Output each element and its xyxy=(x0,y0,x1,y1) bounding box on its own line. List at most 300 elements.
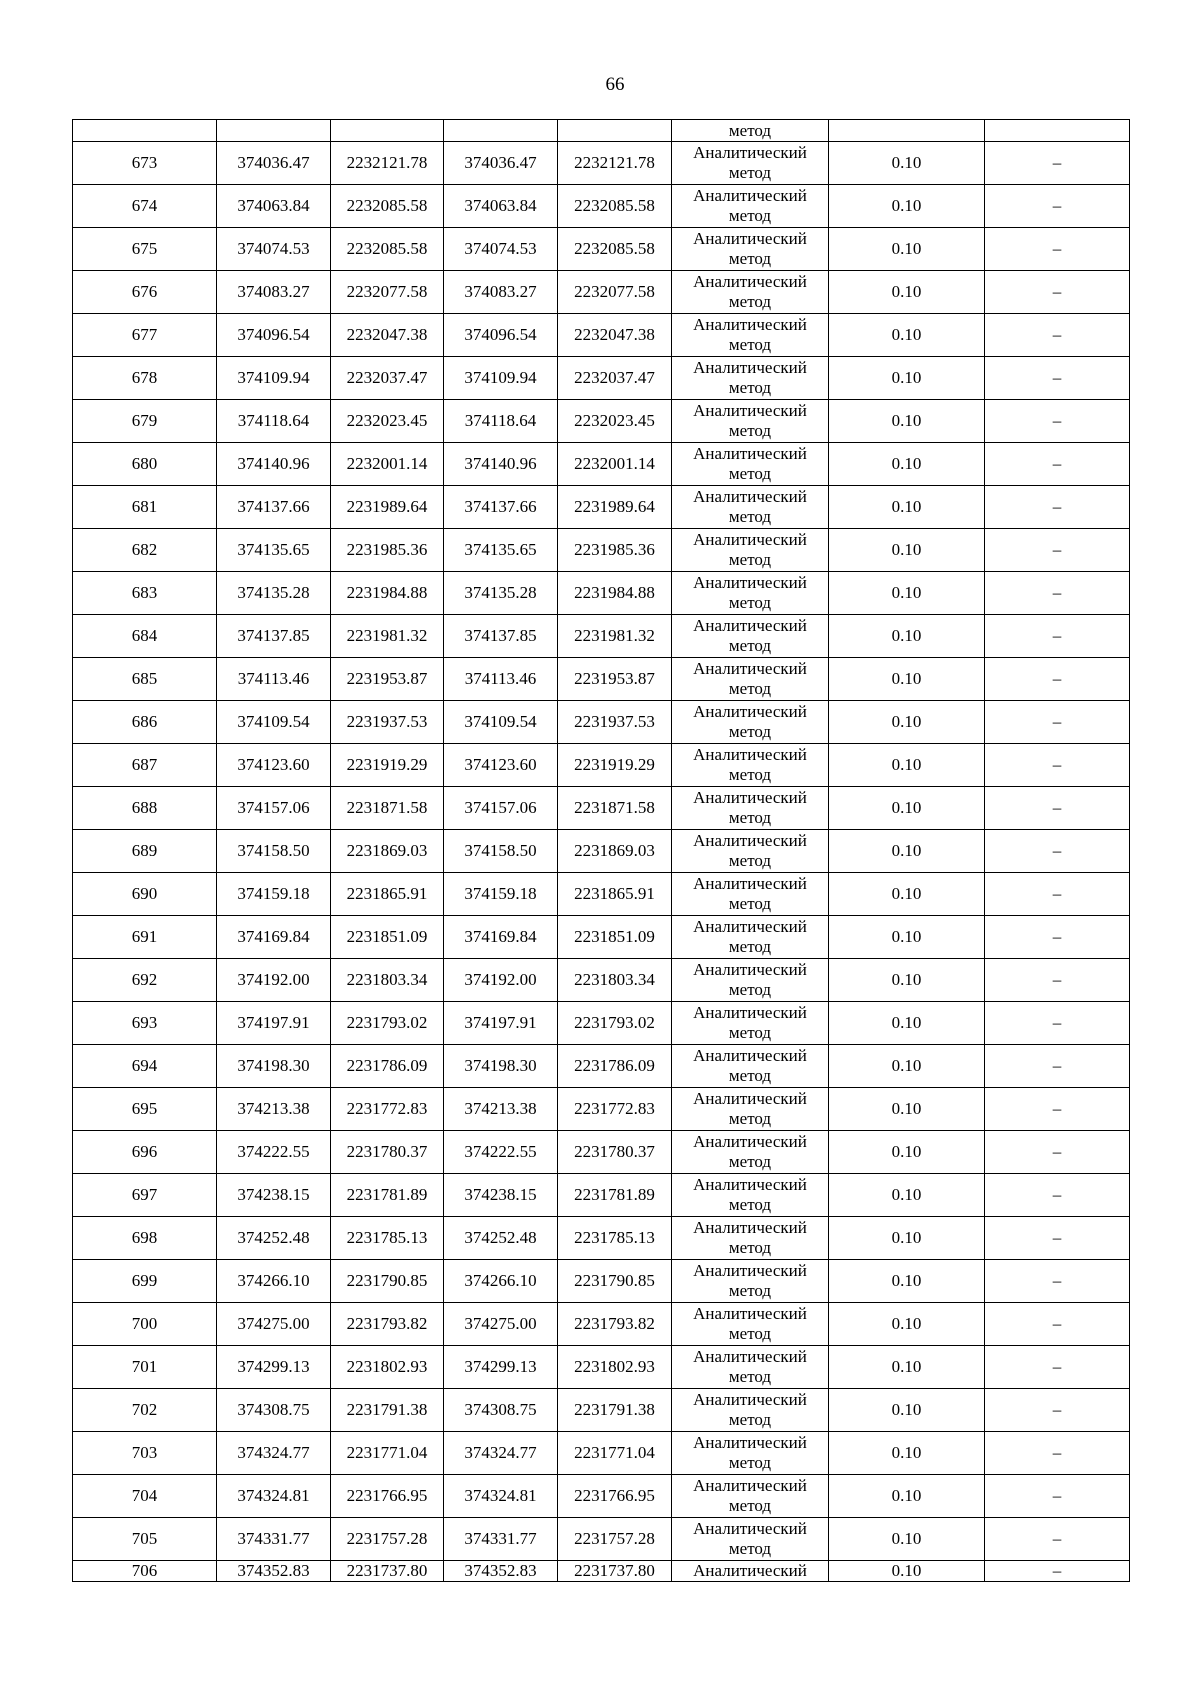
cell-dash: – xyxy=(985,1561,1130,1582)
cell-dash: – xyxy=(985,1217,1130,1260)
cell-method xyxy=(672,787,829,830)
cell-accuracy: 0.10 xyxy=(829,1174,985,1217)
cell-dash: – xyxy=(985,1045,1130,1088)
cell-method xyxy=(672,314,829,357)
method-line-2: метод xyxy=(728,163,772,182)
cell-x1: 374192.00 xyxy=(217,959,331,1002)
cell-accuracy: 0.10 xyxy=(829,185,985,228)
cell-x1: 374324.81 xyxy=(217,1475,331,1518)
cell-accuracy: 0.10 xyxy=(829,1432,985,1475)
cell-point-number: 685 xyxy=(73,658,217,701)
cell-y1: 2231989.64 xyxy=(331,486,444,529)
table-row xyxy=(73,615,1130,658)
cell-dash: – xyxy=(985,1518,1130,1561)
cell-y1: 2232121.78 xyxy=(331,142,444,185)
cell-point-number: 678 xyxy=(73,357,217,400)
method-line-1: Аналитический xyxy=(693,143,807,162)
method-line-1: Аналитический xyxy=(693,444,807,463)
coordinates-table xyxy=(72,119,1130,1582)
table-row xyxy=(73,959,1130,1002)
cell-x2: 374192.00 xyxy=(444,959,558,1002)
cell-point-number: 700 xyxy=(73,1303,217,1346)
cell-method xyxy=(672,486,829,529)
table-row xyxy=(73,1002,1130,1045)
cell-empty xyxy=(73,120,217,142)
cell-y1: 2231780.37 xyxy=(331,1131,444,1174)
cell-method xyxy=(672,830,829,873)
table-row xyxy=(73,314,1130,357)
cell-y2: 2231785.13 xyxy=(558,1217,672,1260)
method-line-1: Аналитический xyxy=(693,401,807,420)
cell-x1: 374299.13 xyxy=(217,1346,331,1389)
method-line-2: метод xyxy=(728,335,772,354)
cell-x2: 374213.38 xyxy=(444,1088,558,1131)
cell-dash: – xyxy=(985,572,1130,615)
method-line-2: метод xyxy=(728,894,772,913)
cell-point-number: 687 xyxy=(73,744,217,787)
cell-dash: – xyxy=(985,787,1130,830)
cell-y2: 2231851.09 xyxy=(558,916,672,959)
cell-y2: 2231984.88 xyxy=(558,572,672,615)
cell-y1: 2231793.02 xyxy=(331,1002,444,1045)
cell-dash: – xyxy=(985,701,1130,744)
cell-dash: – xyxy=(985,1174,1130,1217)
method-line-2: метод xyxy=(728,679,772,698)
method-line-1: Аналитический xyxy=(693,1304,807,1323)
cell-y1: 2231919.29 xyxy=(331,744,444,787)
cell-y2: 2232001.14 xyxy=(558,443,672,486)
cell-x1: 374036.47 xyxy=(217,142,331,185)
cell-y1: 2231984.88 xyxy=(331,572,444,615)
cell-y2: 2231985.36 xyxy=(558,529,672,572)
cell-accuracy: 0.10 xyxy=(829,1260,985,1303)
cell-point-number: 688 xyxy=(73,787,217,830)
cell-y2: 2231871.58 xyxy=(558,787,672,830)
method-line-1: Аналитический xyxy=(693,1261,807,1280)
cell-dash: – xyxy=(985,615,1130,658)
cell-x1: 374252.48 xyxy=(217,1217,331,1260)
cell-point-number: 697 xyxy=(73,1174,217,1217)
cell-y1: 2231786.09 xyxy=(331,1045,444,1088)
cell-accuracy: 0.10 xyxy=(829,271,985,314)
cell-x2: 374123.60 xyxy=(444,744,558,787)
cell-empty xyxy=(985,120,1130,142)
cell-method: Аналитический xyxy=(672,1561,829,1582)
method-line-2: метод xyxy=(728,937,772,956)
cell-dash: – xyxy=(985,1303,1130,1346)
cell-y2: 2232085.58 xyxy=(558,185,672,228)
cell-point-number: 699 xyxy=(73,1260,217,1303)
cell-dash: – xyxy=(985,658,1130,701)
cell-x2: 374157.06 xyxy=(444,787,558,830)
cell-y1: 2231791.38 xyxy=(331,1389,444,1432)
table-row-continued xyxy=(73,120,1130,142)
table-row xyxy=(73,1045,1130,1088)
cell-x2: 374169.84 xyxy=(444,916,558,959)
cell-method xyxy=(672,916,829,959)
cell-point-number: 689 xyxy=(73,830,217,873)
method-line-1: Аналитический xyxy=(693,1433,807,1452)
cell-accuracy: 0.10 xyxy=(829,615,985,658)
cell-dash: – xyxy=(985,529,1130,572)
cell-y1: 2232085.58 xyxy=(331,228,444,271)
cell-method xyxy=(672,228,829,271)
cell-method xyxy=(672,1475,829,1518)
cell-y2: 2231790.85 xyxy=(558,1260,672,1303)
cell-point-number: 690 xyxy=(73,873,217,916)
table-row xyxy=(73,572,1130,615)
cell-accuracy: 0.10 xyxy=(829,787,985,830)
method-line-2: метод xyxy=(728,378,772,397)
cell-empty xyxy=(829,120,985,142)
cell-method xyxy=(672,658,829,701)
cell-point-number: 691 xyxy=(73,916,217,959)
cell-dash: – xyxy=(985,228,1130,271)
method-line-2: метод xyxy=(728,1281,772,1300)
cell-y2: 2231793.02 xyxy=(558,1002,672,1045)
table-row xyxy=(73,228,1130,271)
cell-y1: 2231937.53 xyxy=(331,701,444,744)
cell-method xyxy=(672,443,829,486)
cell-x2: 374083.27 xyxy=(444,271,558,314)
cell-x1: 374197.91 xyxy=(217,1002,331,1045)
method-line-1: Аналитический xyxy=(693,1519,807,1538)
cell-y1: 2232077.58 xyxy=(331,271,444,314)
table-row xyxy=(73,1389,1130,1432)
cell-x2: 374074.53 xyxy=(444,228,558,271)
cell-dash: – xyxy=(985,486,1130,529)
cell-x1: 374083.27 xyxy=(217,271,331,314)
cell-point-number: 703 xyxy=(73,1432,217,1475)
cell-x1: 374135.65 xyxy=(217,529,331,572)
cell-accuracy: 0.10 xyxy=(829,142,985,185)
cell-y1: 2231953.87 xyxy=(331,658,444,701)
cell-x1: 374158.50 xyxy=(217,830,331,873)
cell-y2: 2231981.32 xyxy=(558,615,672,658)
cell-accuracy: 0.10 xyxy=(829,572,985,615)
cell-point-number: 681 xyxy=(73,486,217,529)
cell-dash: – xyxy=(985,1389,1130,1432)
cell-y1: 2231985.36 xyxy=(331,529,444,572)
cell-method xyxy=(672,572,829,615)
table-row xyxy=(73,1475,1130,1518)
cell-x1: 374324.77 xyxy=(217,1432,331,1475)
cell-point-number: 686 xyxy=(73,701,217,744)
cell-accuracy: 0.10 xyxy=(829,658,985,701)
cell-method xyxy=(672,185,829,228)
table-row xyxy=(73,1303,1130,1346)
cell-method xyxy=(672,744,829,787)
cell-accuracy: 0.10 xyxy=(829,1389,985,1432)
method-line-2: метод xyxy=(728,765,772,784)
cell-accuracy: 0.10 xyxy=(829,959,985,1002)
method-line-1: Аналитический xyxy=(693,1476,807,1495)
cell-y2: 2231869.03 xyxy=(558,830,672,873)
cell-accuracy: 0.10 xyxy=(829,701,985,744)
cell-y2: 2232037.47 xyxy=(558,357,672,400)
method-line-1: Аналитический xyxy=(693,874,807,893)
method-line-2: метод xyxy=(728,1453,772,1472)
table-row xyxy=(73,1174,1130,1217)
cell-method xyxy=(672,1217,829,1260)
cell-y2: 2231771.04 xyxy=(558,1432,672,1475)
cell-y1: 2232047.38 xyxy=(331,314,444,357)
method-line-1: Аналитический xyxy=(693,616,807,635)
method-line-1: Аналитический xyxy=(693,831,807,850)
cell-method xyxy=(672,271,829,314)
cell-x2: 374331.77 xyxy=(444,1518,558,1561)
cell-method xyxy=(672,1389,829,1432)
table-row xyxy=(73,529,1130,572)
cell-method xyxy=(672,1174,829,1217)
cell-x2: 374137.66 xyxy=(444,486,558,529)
cell-y2: 2231786.09 xyxy=(558,1045,672,1088)
cell-dash: – xyxy=(985,357,1130,400)
table-row xyxy=(73,701,1130,744)
cell-y1: 2231772.83 xyxy=(331,1088,444,1131)
cell-x1: 374308.75 xyxy=(217,1389,331,1432)
cell-accuracy: 0.10 xyxy=(829,916,985,959)
method-line-2: метод xyxy=(728,851,772,870)
method-line-2: метод xyxy=(728,1023,772,1042)
table-row xyxy=(73,1518,1130,1561)
method-line-1: Аналитический xyxy=(693,1347,807,1366)
cell-point-number: 677 xyxy=(73,314,217,357)
cell-y2: 2231791.38 xyxy=(558,1389,672,1432)
cell-y2: 2231919.29 xyxy=(558,744,672,787)
cell-dash: – xyxy=(985,744,1130,787)
method-line-2: метод xyxy=(728,421,772,440)
cell-x2: 374140.96 xyxy=(444,443,558,486)
method-line-1: Аналитический xyxy=(693,1175,807,1194)
cell-x1: 374331.77 xyxy=(217,1518,331,1561)
cell-method xyxy=(672,1518,829,1561)
cell-x2: 374036.47 xyxy=(444,142,558,185)
cell-accuracy: 0.10 xyxy=(829,1002,985,1045)
cell-empty xyxy=(444,120,558,142)
cell-dash: – xyxy=(985,1131,1130,1174)
cell-accuracy: 0.10 xyxy=(829,1475,985,1518)
cell-method xyxy=(672,1131,829,1174)
cell-y1: 2231869.03 xyxy=(331,830,444,873)
cell-x2: 374324.81 xyxy=(444,1475,558,1518)
cell-y2: 2231937.53 xyxy=(558,701,672,744)
cell-accuracy: 0.10 xyxy=(829,228,985,271)
table-row xyxy=(73,486,1130,529)
cell-x1: 374137.85 xyxy=(217,615,331,658)
method-line-1: Аналитический xyxy=(693,229,807,248)
cell-dash: – xyxy=(985,1432,1130,1475)
method-line-1: Аналитический xyxy=(693,573,807,592)
cell-method xyxy=(672,873,829,916)
table-row xyxy=(73,400,1130,443)
cell-point-number: 698 xyxy=(73,1217,217,1260)
cell-x1: 374238.15 xyxy=(217,1174,331,1217)
cell-point-number: 676 xyxy=(73,271,217,314)
cell-y1: 2231737.80 xyxy=(331,1561,444,1582)
cell-method xyxy=(672,1432,829,1475)
method-line-2: метод xyxy=(728,636,772,655)
cell-x1: 374266.10 xyxy=(217,1260,331,1303)
cell-dash: – xyxy=(985,142,1130,185)
cell-y1: 2231781.89 xyxy=(331,1174,444,1217)
cell-y2: 2232085.58 xyxy=(558,228,672,271)
cell-accuracy: 0.10 xyxy=(829,1131,985,1174)
method-line-1: Аналитический xyxy=(693,788,807,807)
cell-x2: 374159.18 xyxy=(444,873,558,916)
method-line-1: Аналитический xyxy=(693,1218,807,1237)
cell-x1: 374198.30 xyxy=(217,1045,331,1088)
table-row xyxy=(73,1432,1130,1475)
cell-x2: 374158.50 xyxy=(444,830,558,873)
cell-point-number: 702 xyxy=(73,1389,217,1432)
cell-point-number: 704 xyxy=(73,1475,217,1518)
cell-y1: 2232001.14 xyxy=(331,443,444,486)
method-line-1: Аналитический xyxy=(693,487,807,506)
table-row xyxy=(73,1131,1130,1174)
cell-method xyxy=(672,1260,829,1303)
cell-accuracy: 0.10 xyxy=(829,314,985,357)
method-line-1: Аналитический xyxy=(693,315,807,334)
cell-x1: 374123.60 xyxy=(217,744,331,787)
cell-x2: 374063.84 xyxy=(444,185,558,228)
cell-y1: 2231790.85 xyxy=(331,1260,444,1303)
cell-point-number: 701 xyxy=(73,1346,217,1389)
cell-dash: – xyxy=(985,314,1130,357)
cell-x2: 374275.00 xyxy=(444,1303,558,1346)
cell-x2: 374137.85 xyxy=(444,615,558,658)
method-line-2: метод xyxy=(728,808,772,827)
cell-x2: 374135.65 xyxy=(444,529,558,572)
cell-method xyxy=(672,701,829,744)
cell-accuracy: 0.10 xyxy=(829,1561,985,1582)
method-line-2: метод xyxy=(728,507,772,526)
cell-point-number: 693 xyxy=(73,1002,217,1045)
cell-accuracy: 0.10 xyxy=(829,443,985,486)
cell-empty xyxy=(558,120,672,142)
cell-dash: – xyxy=(985,443,1130,486)
cell-dash: – xyxy=(985,959,1130,1002)
cell-y2: 2231781.89 xyxy=(558,1174,672,1217)
cell-x2: 374266.10 xyxy=(444,1260,558,1303)
cell-y2: 2231737.80 xyxy=(558,1561,672,1582)
method-line-2: метод xyxy=(728,980,772,999)
cell-y2: 2231865.91 xyxy=(558,873,672,916)
cell-point-number: 696 xyxy=(73,1131,217,1174)
cell-x1: 374213.38 xyxy=(217,1088,331,1131)
cell-method xyxy=(672,400,829,443)
cell-y1: 2231785.13 xyxy=(331,1217,444,1260)
table-row xyxy=(73,1561,1130,1582)
cell-dash: – xyxy=(985,830,1130,873)
method-line-1: Аналитический xyxy=(693,1003,807,1022)
method-line-2: метод xyxy=(728,464,772,483)
method-line-2: метод xyxy=(728,1367,772,1386)
cell-accuracy: 0.10 xyxy=(829,1303,985,1346)
cell-point-number: 675 xyxy=(73,228,217,271)
cell-x1: 374135.28 xyxy=(217,572,331,615)
cell-dash: – xyxy=(985,1346,1130,1389)
cell-point-number: 683 xyxy=(73,572,217,615)
cell-x2: 374109.54 xyxy=(444,701,558,744)
method-line-2: метод xyxy=(728,1539,772,1558)
cell-x1: 374352.83 xyxy=(217,1561,331,1582)
cell-dash: – xyxy=(985,271,1130,314)
cell-accuracy: 0.10 xyxy=(829,830,985,873)
cell-x1: 374275.00 xyxy=(217,1303,331,1346)
table-body xyxy=(73,120,1130,1582)
cell-y1: 2231981.32 xyxy=(331,615,444,658)
table-row xyxy=(73,873,1130,916)
cell-y1: 2232023.45 xyxy=(331,400,444,443)
cell-point-number: 679 xyxy=(73,400,217,443)
table-row xyxy=(73,830,1130,873)
cell-accuracy: 0.10 xyxy=(829,486,985,529)
method-line-1: Аналитический xyxy=(693,1089,807,1108)
cell-y2: 2231803.34 xyxy=(558,959,672,1002)
method-line-1: Аналитический xyxy=(693,917,807,936)
table-row xyxy=(73,1346,1130,1389)
method-line-2: метод xyxy=(728,550,772,569)
cell-point-number: 706 xyxy=(73,1561,217,1582)
cell-x2: 374352.83 xyxy=(444,1561,558,1582)
cell-x2: 374096.54 xyxy=(444,314,558,357)
cell-method-continued: метод xyxy=(672,120,829,142)
table-row xyxy=(73,443,1130,486)
method-line-1: Аналитический xyxy=(693,702,807,721)
cell-x2: 374308.75 xyxy=(444,1389,558,1432)
cell-y1: 2231871.58 xyxy=(331,787,444,830)
cell-method xyxy=(672,142,829,185)
method-line-2: метод xyxy=(728,1066,772,1085)
method-line-2: метод xyxy=(728,1496,772,1515)
cell-point-number: 673 xyxy=(73,142,217,185)
cell-x2: 374197.91 xyxy=(444,1002,558,1045)
cell-method xyxy=(672,357,829,400)
cell-y2: 2232077.58 xyxy=(558,271,672,314)
method-line-1: Аналитический xyxy=(693,186,807,205)
cell-x2: 374299.13 xyxy=(444,1346,558,1389)
cell-x2: 374222.55 xyxy=(444,1131,558,1174)
cell-x2: 374238.15 xyxy=(444,1174,558,1217)
table-row xyxy=(73,357,1130,400)
cell-point-number: 705 xyxy=(73,1518,217,1561)
method-line-2: метод xyxy=(728,1109,772,1128)
method-line-1: Аналитический xyxy=(693,960,807,979)
method-line-1: Аналитический xyxy=(693,745,807,764)
method-line-1: Аналитический xyxy=(693,1390,807,1409)
cell-y2: 2231757.28 xyxy=(558,1518,672,1561)
cell-y2: 2231766.95 xyxy=(558,1475,672,1518)
cell-y2: 2232121.78 xyxy=(558,142,672,185)
cell-y2: 2231793.82 xyxy=(558,1303,672,1346)
cell-empty xyxy=(217,120,331,142)
method-line-1: Аналитический xyxy=(693,530,807,549)
cell-y1: 2232085.58 xyxy=(331,185,444,228)
cell-point-number: 692 xyxy=(73,959,217,1002)
method-line-2: метод xyxy=(728,1152,772,1171)
cell-x1: 374137.66 xyxy=(217,486,331,529)
table-row xyxy=(73,1088,1130,1131)
cell-x2: 374109.94 xyxy=(444,357,558,400)
cell-y2: 2231772.83 xyxy=(558,1088,672,1131)
method-line-1: Аналитический xyxy=(693,358,807,377)
cell-x1: 374096.54 xyxy=(217,314,331,357)
cell-y1: 2231802.93 xyxy=(331,1346,444,1389)
method-line-1: Аналитический xyxy=(693,1046,807,1065)
cell-y1: 2231771.04 xyxy=(331,1432,444,1475)
cell-point-number: 694 xyxy=(73,1045,217,1088)
